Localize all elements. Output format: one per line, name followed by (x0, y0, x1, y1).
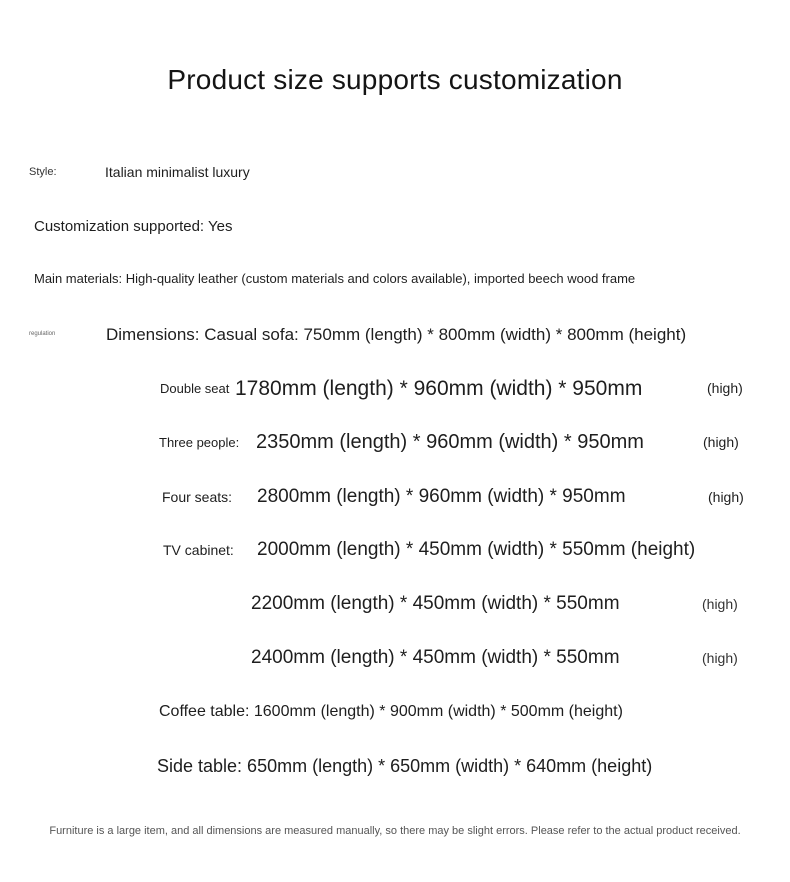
double-seat-label: Double seat (160, 381, 230, 396)
footer-disclaimer: Furniture is a large item, and all dimensions are measured manually, so there may be slight errors. Please refer to the actual product received. (49, 825, 741, 837)
three-people-unit: (high) (703, 434, 739, 450)
tv-cabinet-value: 2000mm (length) * 450mm (width) * 550mm (height) (257, 539, 696, 560)
tv-cabinet-3-value: 2400mm (length) * 450mm (width) * 550mm (251, 647, 620, 668)
page-title: Product size supports customization (167, 64, 623, 95)
style-label: Style: (29, 166, 57, 178)
double-seat-unit: (high) (707, 380, 743, 396)
tv-cabinet-3-unit: (high) (702, 650, 738, 666)
four-seats-unit: (high) (708, 489, 744, 505)
three-people-label: Three people: (159, 435, 240, 450)
casual-sofa-dimensions: Dimensions: Casual sofa: 750mm (length) * 800mm (width) * 800mm (height) (106, 325, 687, 344)
tv-cabinet-2-unit: (high) (702, 596, 738, 612)
regulation-label: regulation (29, 331, 56, 337)
four-seats-label: Four seats: (162, 489, 233, 505)
three-people-value: 2350mm (length) * 960mm (width) * 950mm (256, 431, 644, 453)
materials-line: Main materials: High-quality leather (custom materials and colors available), imported beech wood frame (34, 271, 636, 286)
tv-cabinet-2-value: 2200mm (length) * 450mm (width) * 550mm (251, 593, 620, 614)
double-seat-value: 1780mm (length) * 960mm (width) * 950mm (235, 377, 643, 400)
tv-cabinet-label: TV cabinet: (163, 542, 234, 558)
customization-line: Customization supported: Yes (34, 218, 233, 235)
coffee-table-dimensions: Coffee table: 1600mm (length) * 900mm (width) * 500mm (height) (159, 703, 623, 720)
four-seats-value: 2800mm (length) * 960mm (width) * 950mm (257, 486, 626, 507)
side-table-dimensions: Side table: 650mm (length) * 650mm (width) * 640mm (height) (157, 756, 653, 776)
style-value: Italian minimalist luxury (105, 164, 250, 180)
